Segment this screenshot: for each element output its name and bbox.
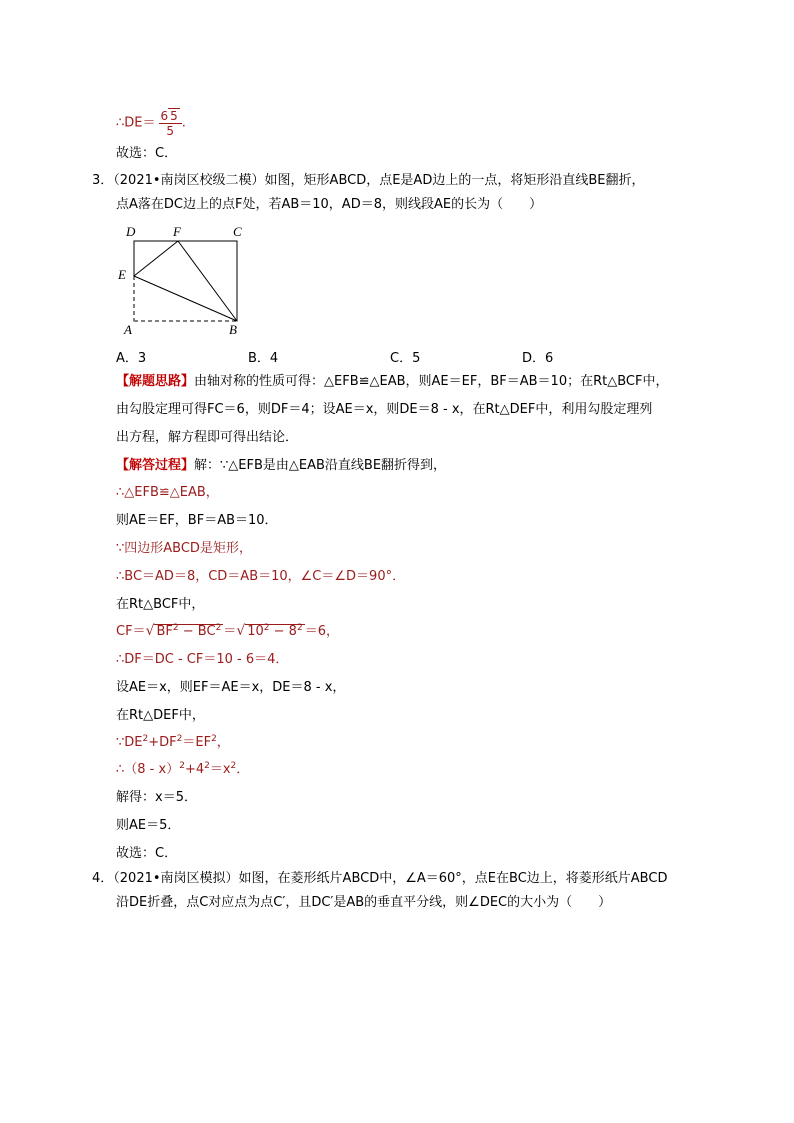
de-fraction: $\frac{6 5}{5}$	[159, 108, 182, 138]
label-f: F	[173, 224, 181, 239]
option-c: C．5	[390, 351, 421, 366]
step-9: 在Rt△DEF中，	[116, 708, 205, 723]
option-a: A．3	[116, 351, 147, 366]
label-e: E	[118, 267, 126, 282]
label-a: A	[124, 322, 132, 337]
step-10: $\because DE^2+DF^2=EF^2$，	[116, 734, 230, 750]
step-14: 故选：C．	[116, 846, 178, 861]
idea-line2: 由勾股定理可得FC＝6，则DF＝4；设AE＝x，则DE＝8 - x，在Rt△DEF中，利用勾股定理列	[116, 402, 653, 417]
segment-fb	[178, 241, 237, 321]
step-1: ∴△EFB≌△EAB，	[116, 485, 219, 500]
step-4: ∴BC＝AD＝8，CD＝AB＝10，∠C＝∠D＝90°．	[116, 569, 406, 584]
step-13: 则AE＝5．	[116, 818, 181, 833]
q3-stem-line2: 点A落在DC边上的点F处，若AB＝10，AD＝8，则线段AE的长为（ ）	[116, 197, 543, 212]
process-intro: 【解答过程】解：∵△EFB是由△EAB沿直线BE翻折得到，	[116, 458, 447, 473]
step-2: 则AE＝EF，BF＝AB＝10．	[116, 513, 278, 528]
option-b: B．4	[248, 351, 279, 366]
step-8: 设AE＝x，则EF＝AE＝x，DE＝8 - x，	[116, 680, 346, 695]
step-3: ∵四边形ABCD是矩形，	[116, 541, 252, 556]
segment-eb	[134, 276, 237, 321]
step-6-cf: CF＝√ $BF^2 - BC^2$ ＝√ $10^2 - 8^2 =6$，	[116, 623, 339, 639]
process-tag: 【解答过程】	[116, 458, 195, 473]
q3-figure	[112, 220, 252, 342]
prev-choice: 故选：C．	[116, 146, 178, 161]
prev-de-result: ∴DE＝ $\frac{6 5}{5}$ .	[116, 109, 186, 138]
step-5: 在Rt△BCF中，	[116, 597, 205, 612]
q4-stem-line2: 沿DE折叠，点C对应点为点C′，且DC′是AB的垂直平分线，则∠DEC的大小为（ ）	[116, 895, 612, 910]
rectangle-abcd	[134, 241, 237, 321]
q4-stem-line1: 4．（2021•南岗区模拟）如图，在菱形纸片ABCD中，∠A＝60°，点E在BC边上，将菱形纸片ABCD	[92, 871, 668, 886]
option-d: D．6	[522, 351, 554, 366]
step-7: ∴DF＝DC - CF＝10 - 6＝4．	[116, 652, 289, 667]
segment-ef	[134, 241, 178, 276]
idea-line1: 【解题思路】由轴对称的性质可得：△EFB≌△EAB，则AE＝EF，BF＝AB＝10；在Rt△BCF中，	[116, 374, 669, 389]
label-d: D	[126, 224, 136, 239]
step-11: ∴（8 - $x)^2+4^2=x^2$．	[116, 761, 250, 777]
label-c: C	[233, 224, 242, 239]
idea-tag: 【解题思路】	[116, 374, 195, 389]
label-b: B	[229, 322, 237, 337]
step-12: 解得：x＝5．	[116, 790, 197, 805]
idea-line3: 出方程，解方程即可得出结论．	[116, 430, 299, 445]
q3-stem-line1: 3．（2021•南岗区校级二模）如图，矩形ABCD，点E是AD边上的一点，将矩形沿直线BE翻折，	[92, 173, 645, 188]
